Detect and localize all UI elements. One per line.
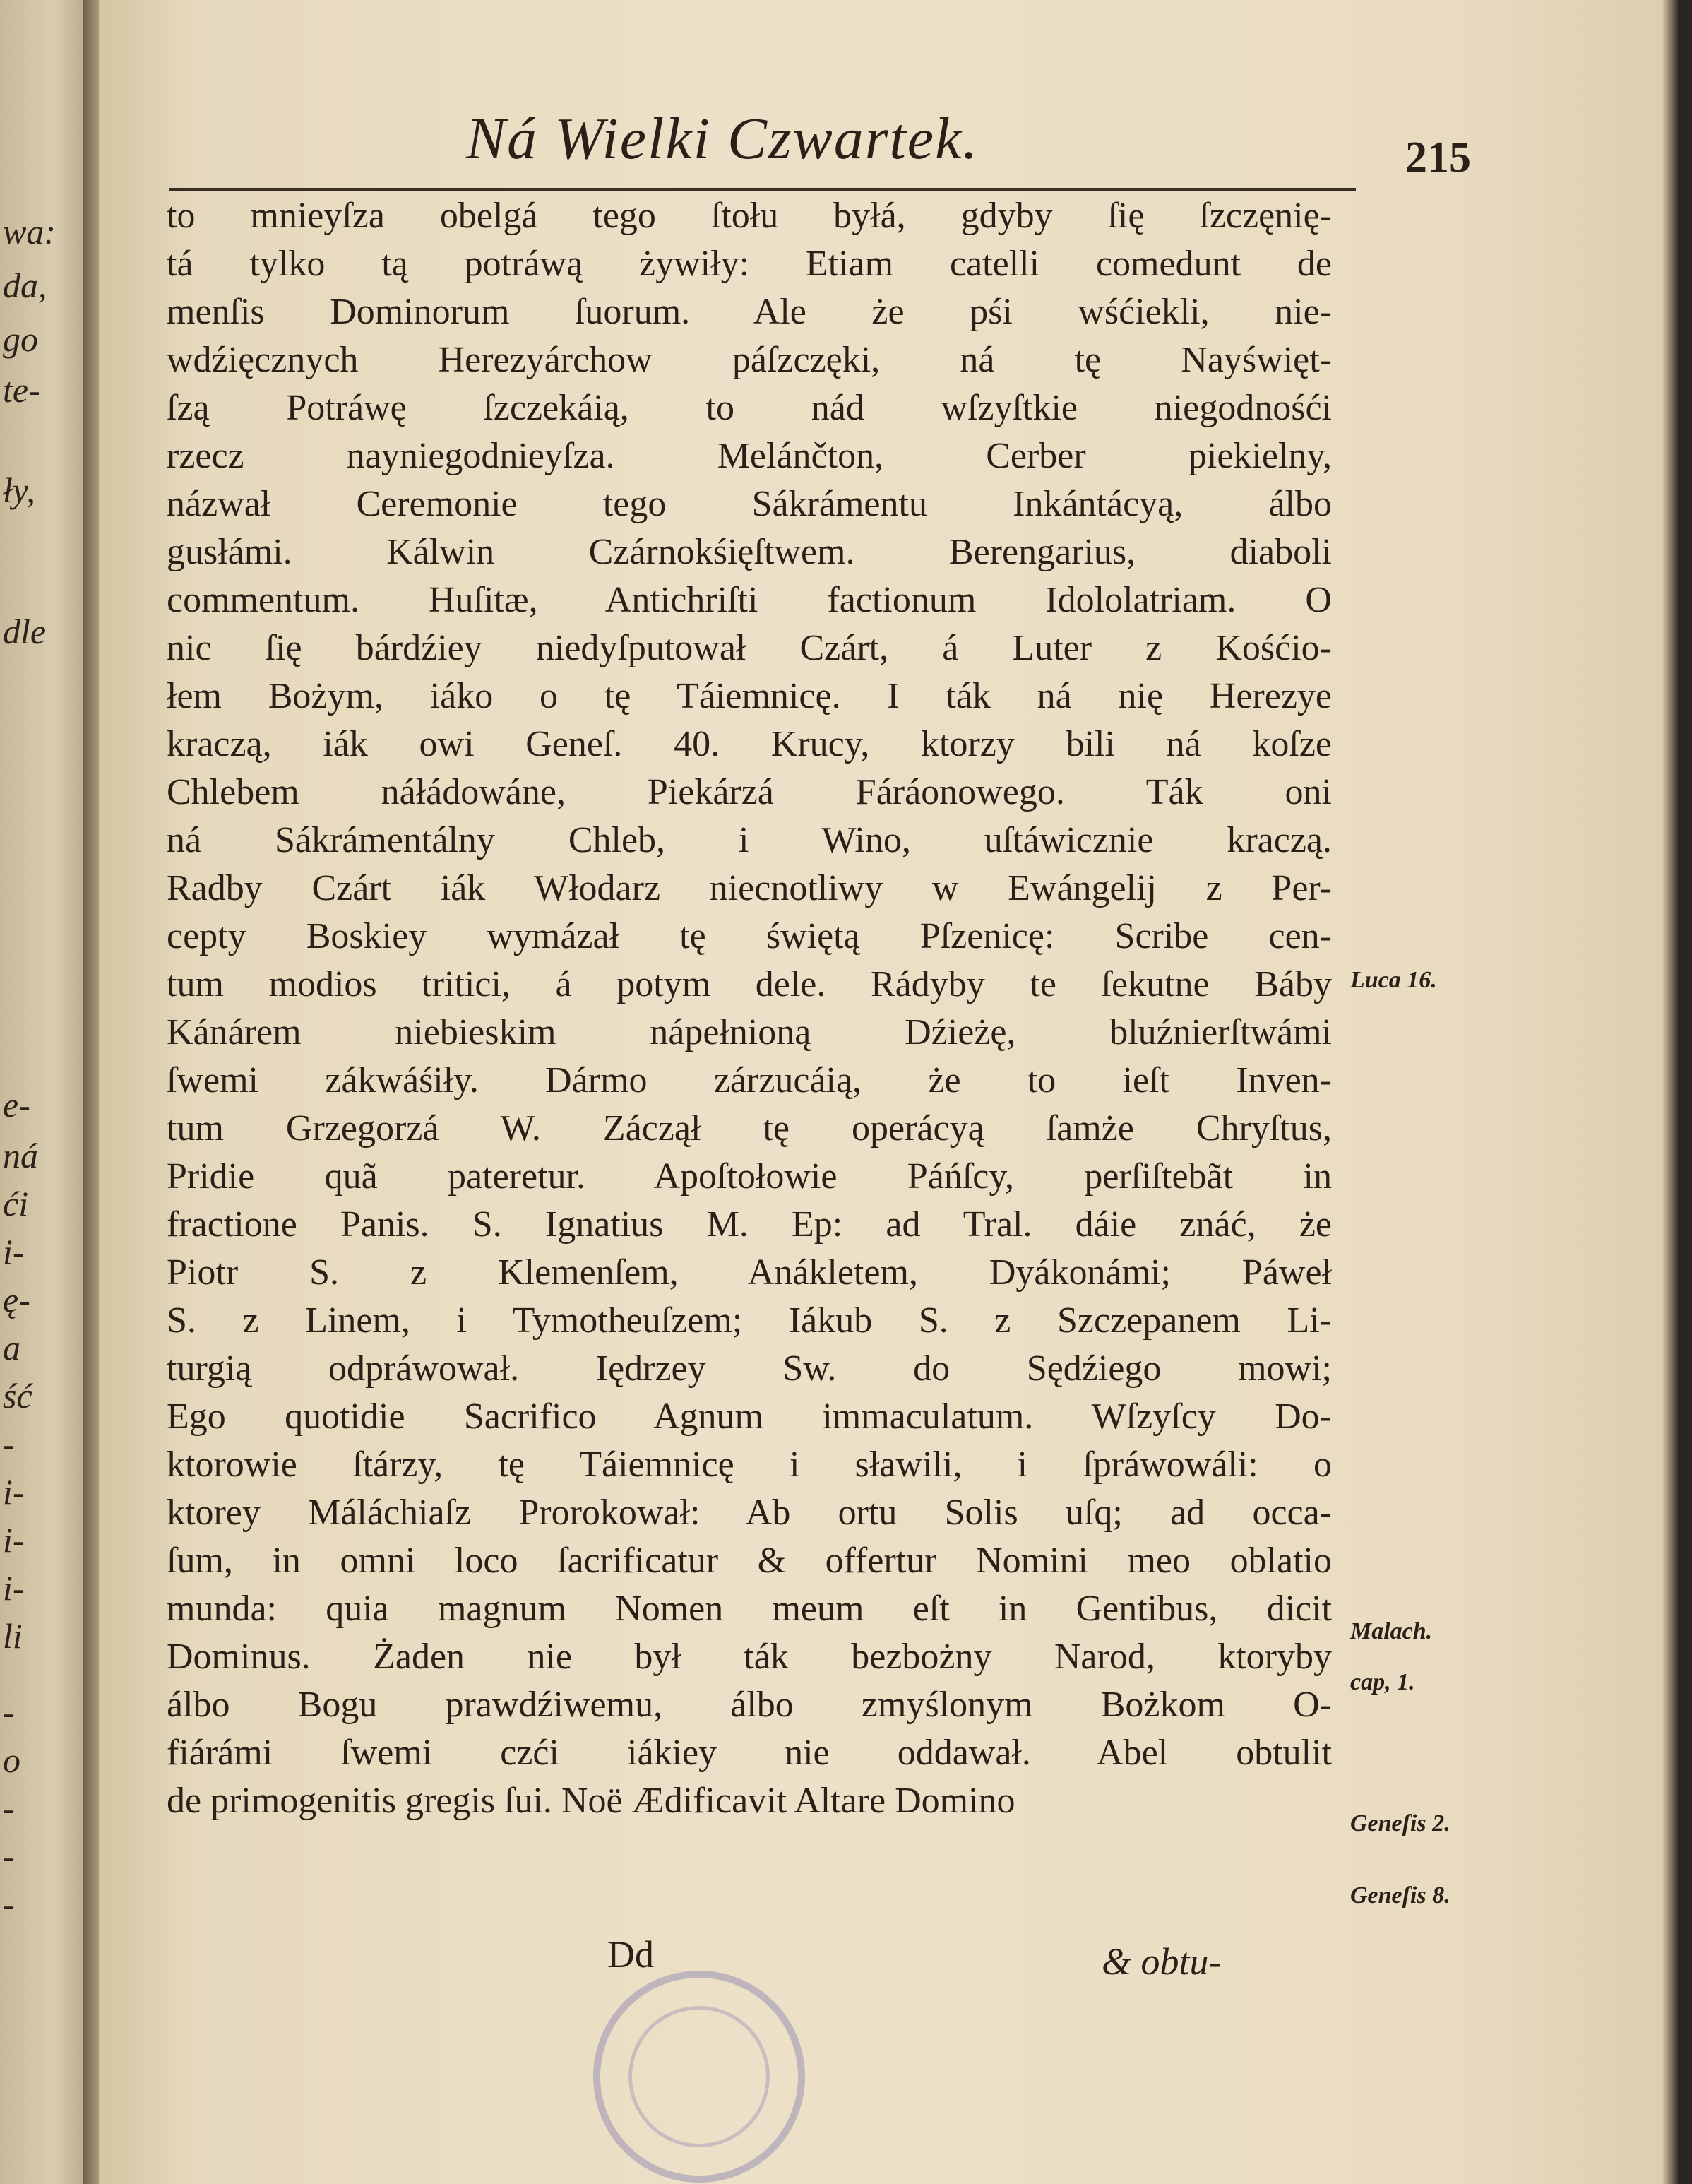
- text-line: munda: quia magnum Nomen meum eſt in Gentibus, dicit: [167, 1589, 1332, 1629]
- facing-page-fragment: i-: [3, 1568, 25, 1608]
- marginal-note-malachias-chapter: cap, 1.: [1350, 1669, 1415, 1695]
- facing-page-fragment: ná: [3, 1136, 38, 1175]
- facing-page-fragment: i-: [3, 1520, 25, 1560]
- text-line: ſzą Potráwę ſzczekáią, to nád wſzyſtkie niegodnośći: [167, 388, 1332, 428]
- text-line: menſis Dominorum ſuorum. Ale że pśi wśćiekli, nie-: [167, 292, 1332, 332]
- text-line: kraczą, iák owi Geneſ. 40. Krucy, ktorzy bili ná koſze: [167, 724, 1332, 764]
- text-line: álbo Bogu prawdźiwemu, álbo zmyślonym Bożkom O-: [167, 1685, 1332, 1725]
- text-line: nic ſię bárdźiey niedyſputował Czárt, á Luter z Kośćio-: [167, 628, 1332, 668]
- facing-page-fragment: a: [3, 1328, 20, 1367]
- text-line: Dominus. Żaden nie był ták bezbożny Narod, ktoryby: [167, 1637, 1332, 1677]
- facing-page-fragment: dle: [3, 612, 47, 651]
- text-line: wdźięcznych Herezyárchow páſzczęki, ná tę Nayświęt-: [167, 340, 1332, 380]
- text-line: rzecz nayniegodnieyſza. Melánčton, Cerber piekielny,: [167, 436, 1332, 476]
- marginal-note-malachias: Malach.: [1350, 1618, 1433, 1644]
- text-line: Radby Czárt iák Włodarz niecnotliwy w Ewángelij z Per-: [167, 868, 1332, 908]
- facing-page-fragment: wa:: [3, 212, 56, 251]
- page-number: 215: [1405, 133, 1471, 182]
- text-line: turgią odpráwował. Iędrzey Sw. do Sędźiego mowi;: [167, 1348, 1332, 1389]
- text-line: commentum. Huſitæ, Antichriſti factionum Idololatriam. O: [167, 580, 1332, 620]
- facing-page-fragment: ę-: [3, 1280, 30, 1319]
- facing-page-fragment: -: [3, 1885, 15, 1924]
- text-line: to mnieyſza obelgá tego ſtołu byłá, gdyby ſię ſzczęnię-: [167, 196, 1332, 236]
- signature-mark: Dd: [607, 1933, 654, 1976]
- text-line: Pridie quã pateretur. Apoſtołowie Páńſcy, perſiſtebãt in: [167, 1156, 1332, 1197]
- text-line: Piotr S. z Klemenſem, Anákletem, Dyákonámi; Páweł: [167, 1252, 1332, 1293]
- facing-page-fragment: i-: [3, 1232, 25, 1271]
- text-line: názwał Ceremonie tego Sákrámentu Inkántácyą, álbo: [167, 484, 1332, 524]
- text-line: gusłámi. Kálwin Czárnokśięſtwem. Berengarius, diaboli: [167, 532, 1332, 572]
- facing-page-fragment: -: [3, 1692, 15, 1732]
- facing-page-edge: [0, 0, 90, 2184]
- text-line: tum Grzegorzá W. Záczął tę operácyą ſamże Chryſtus,: [167, 1108, 1332, 1149]
- facing-page-fragment: -: [3, 1788, 15, 1828]
- text-line: ktorowie ſtárzy, tę Táiemnicę i sławili, i ſpráwowáli: o: [167, 1444, 1332, 1485]
- facing-page-fragment: e-: [3, 1085, 30, 1124]
- text-line: ktorey Máláchiaſz Prorokował: Ab ortu Solis uſq; ad occa-: [167, 1492, 1332, 1533]
- facing-page-fragment: li: [3, 1616, 23, 1656]
- text-line: Kánárem niebieskim nápełnioną Dźieżę, bluźnierſtwámi: [167, 1012, 1332, 1052]
- text-line: ná Sákrámentálny Chleb, i Wino, uſtáwicznie kraczą.: [167, 820, 1332, 860]
- facing-page-fragment: go: [3, 319, 38, 359]
- library-stamp-inner-ring: [628, 2006, 770, 2147]
- text-line: Ego quotidie Sacrifico Agnum immaculatum. Wſzyſcy Do-: [167, 1396, 1332, 1437]
- marginal-note-genesis: Geneſis 8.: [1350, 1882, 1450, 1909]
- text-line: fractione Panis. S. Ignatius M. Ep: ad Tral. dáie znáć, że: [167, 1204, 1332, 1245]
- text-line: łem Bożym, iáko o tę Táiemnicę. I ták ná nię Herezye: [167, 676, 1332, 716]
- page-outer-edge: [1662, 0, 1678, 2184]
- facing-page-fragment: te-: [3, 370, 40, 410]
- marginal-note-genesis: Geneſis 2.: [1350, 1810, 1450, 1836]
- facing-page-fragment: -: [3, 1424, 15, 1464]
- catchword: & obtu-: [1102, 1940, 1222, 1983]
- running-title: Ná Wielki Czwartek.: [466, 106, 979, 172]
- text-line: cepty Boskiey wymázał tę świętą Pſzenicę: Scribe cen-: [167, 916, 1332, 956]
- text-line: Chlebem náłádowáne, Piekárzá Fáráonowego. Ták oni: [167, 772, 1332, 812]
- marginal-note-luca: Luca 16.: [1350, 967, 1437, 993]
- facing-page-fragment: -: [3, 1836, 15, 1876]
- facing-page-fragment: i-: [3, 1472, 25, 1512]
- library-stamp: [593, 1971, 805, 2183]
- main-text-block: [167, 192, 1332, 1825]
- facing-page-fragment: da,: [3, 266, 47, 305]
- text-line: ſum, in omni loco ſacrificatur & offertur Nomini meo oblatio: [167, 1541, 1332, 1581]
- text-line: de primogenitis gregis ſui. Noë Ædificavit Altare Domino: [167, 1781, 1015, 1821]
- text-line: tá tylko tą potráwą żywiły: Etiam catelli comedunt de: [167, 244, 1332, 284]
- text-line: S. z Linem, i Tymotheuſzem; Iákub S. z Szczepanem Li-: [167, 1300, 1332, 1341]
- header-rule: [169, 188, 1356, 191]
- text-line: ſwemi zákwáśiły. Dármo zárzucáią, że to ieſt Inven-: [167, 1060, 1332, 1100]
- facing-page-fragment: ći: [3, 1184, 29, 1223]
- facing-page-fragment: ść: [3, 1376, 32, 1416]
- text-line: tum modios tritici, á potym dele. Rádyby te ſekutne Báby: [167, 964, 1332, 1004]
- text-line: fiárámi ſwemi czći iákiey nie oddawał. Abel obtulit: [167, 1733, 1332, 1773]
- facing-page-fragment: ły,: [3, 470, 35, 510]
- facing-page-fragment: o: [3, 1740, 20, 1780]
